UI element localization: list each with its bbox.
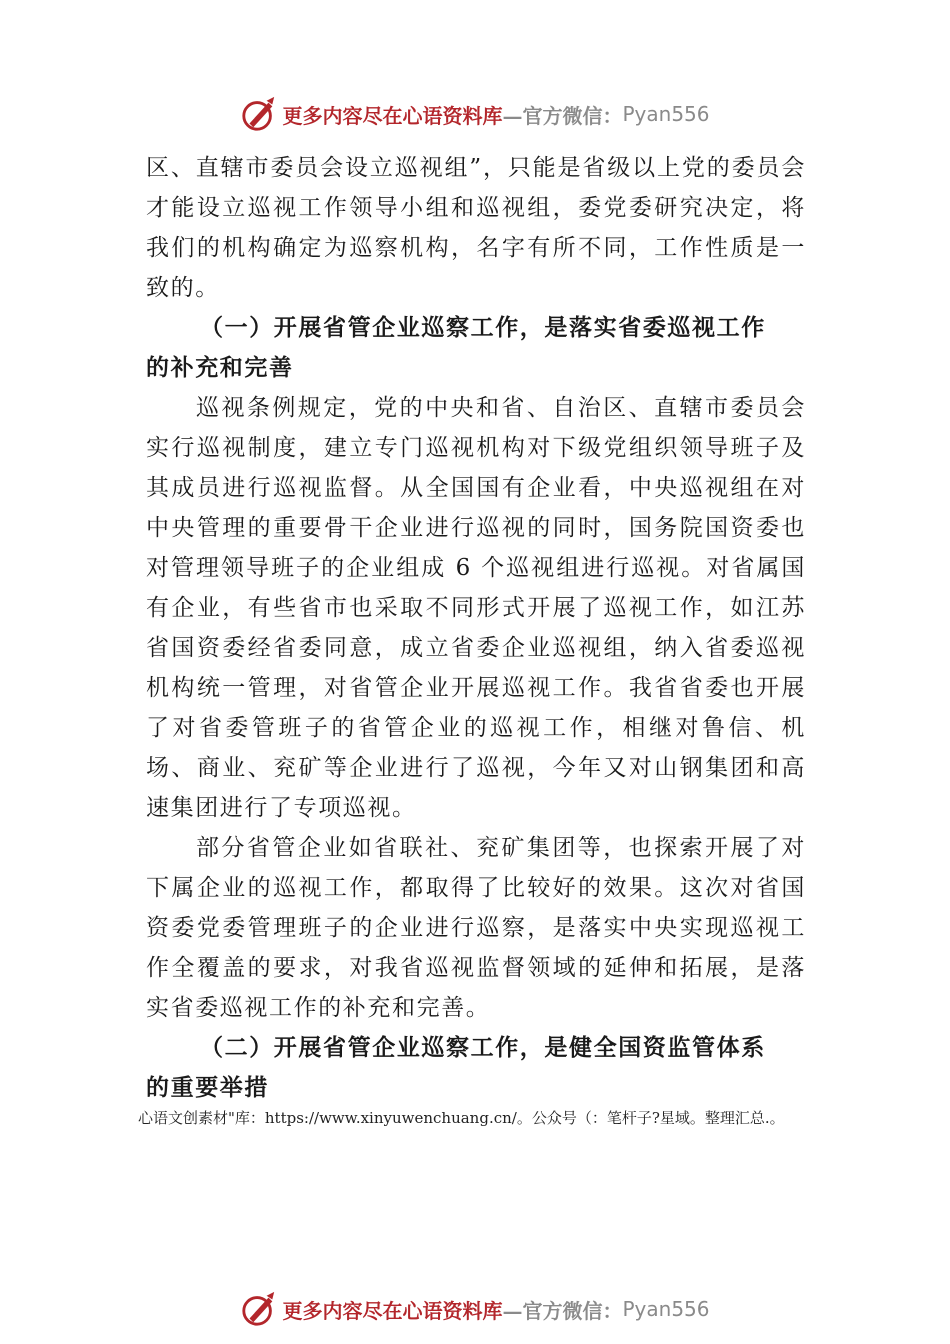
banner-text-red: 更多内容尽在心语资料库	[282, 103, 503, 128]
header-banner	[0, 94, 950, 134]
banner-wechat-id: Pyan556	[622, 1297, 710, 1321]
banner-text-red: 更多内容尽在心语资料库	[282, 1298, 503, 1323]
brand-logo-icon	[240, 1290, 278, 1328]
source-note: 心语文创素材"库：https://www.xinyuwenchuang.cn/。公众号（：笔杆子?星域。整理汇总.。	[138, 1109, 785, 1127]
document-body	[146, 148, 806, 1108]
banner-wechat-id: Pyan556	[622, 102, 710, 126]
brand-logo-icon	[240, 95, 278, 133]
banner-text-gray: —官方微信：	[502, 103, 623, 128]
section-heading-2: （二）开展省管企业巡察工作，是健全国资监管体系的重要举措	[146, 1034, 766, 1101]
footer-banner	[0, 1289, 950, 1329]
paragraph-1: 区、直辖市委员会设立巡视组”，只能是省级以上党的委员会才能设立巡视工作领导小组和巡视组，委党委研究决定，将我们的机构确定为巡察机构，名字有所不同，工作性质是一致的。	[146, 155, 806, 301]
paragraph-3: 部分省管企业如省联社、兖矿集团等，也探索开展了对下属企业的巡视工作，都取得了比较好的效果。这次对省国资委党委管理班子的企业进行巡察，是落实中央实现巡视工作全覆盖的要求，对我省巡视监督领域的延伸和拓展，是落实省委巡视工作的补充和完善。	[146, 835, 806, 1021]
section-heading-1: （一）开展省管企业巡察工作，是落实省委巡视工作的补充和完善	[146, 314, 766, 381]
banner-text-gray: —官方微信：	[502, 1298, 623, 1323]
paragraph-2: 巡视条例规定，党的中央和省、自治区、直辖市委员会实行巡视制度，建立专门巡视机构对下级党组织领导班子及其成员进行巡视监督。从全国国有企业看，中央巡视组在对中央管理的重要骨干企业进行巡视的同时，国务院国资委也对管理领导班子的企业组成 6 个巡视组进行巡视。对省属国有企业，有些省市也采取不同形式开展了巡视工作，如江苏省国资委经省委同意，成立省委企业巡视组，纳入省委巡视机构统一管理，对省管企业开展巡视工作。我省省委也开展了对省委管班子的省管企业的巡视工作，相继对鲁信、机场、商业、兖矿等企业进行了巡视，今年又对山钢集团和高速集团进行了专项巡视。	[146, 395, 806, 821]
